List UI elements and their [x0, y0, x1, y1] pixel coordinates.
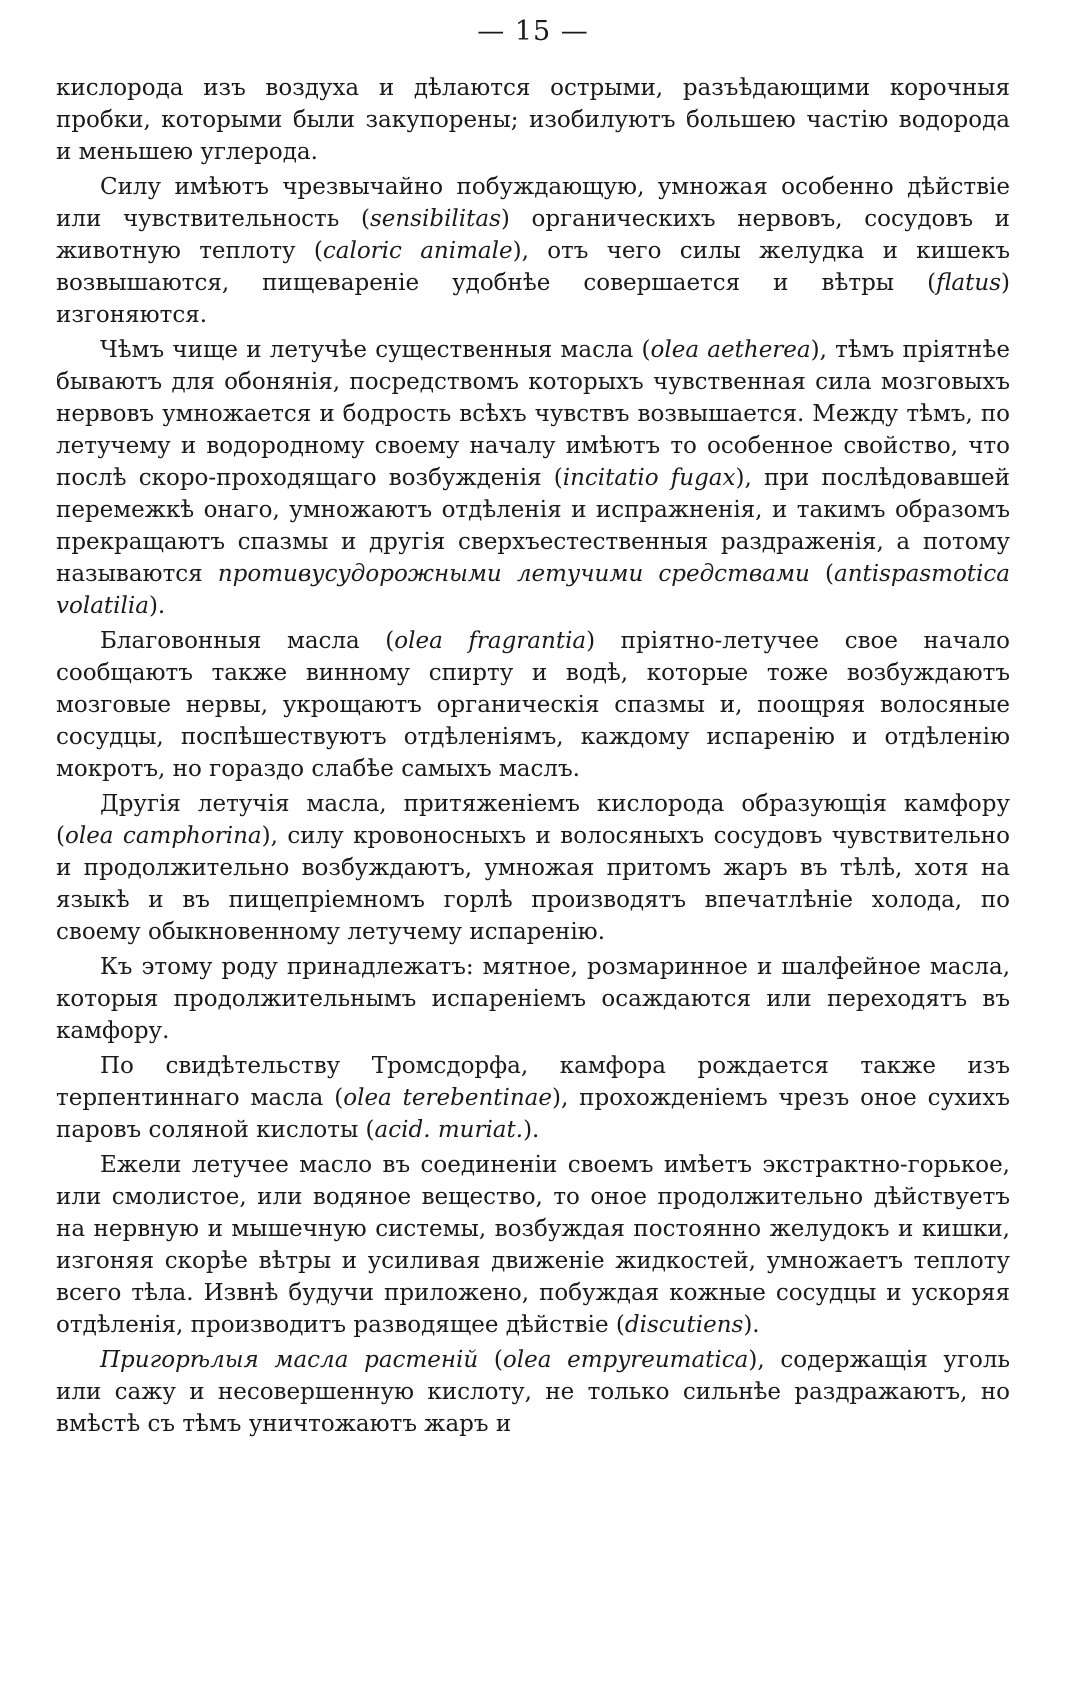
text-segment: кислорода изъ воздуха и дѣлаются острыми, разъѣдающими корочныя пробки, которыми были закупорены; изобилуютъ большею частію водорода и меньшею углерода.: [56, 75, 1010, 165]
text-segment: ), содержащія уголь или сажу и несовершенную кислоту, не только сильнѣе раздражаютъ, но вмѣстѣ съ тѣмъ уничтожаютъ жаръ и: [56, 1347, 1010, 1437]
text-segment: ), отъ чего силы желудка и кишекъ возвышаются, пищевареніе удобнѣе совершается и вѣтры (: [56, 238, 1010, 296]
text-segment: Силу имѣютъ чрезвычайно побуждающую, умножая особенно дѣйствіе или чувствительность (: [56, 174, 1010, 232]
text-segment: ), прохожденіемъ чрезъ оное сухихъ паровъ соляной кислоты (: [56, 1085, 1011, 1143]
latin-term: flatus: [936, 270, 1002, 296]
latin-term: olea terebentinae: [343, 1085, 552, 1111]
text-segment: ), тѣмъ пріятнѣе бываютъ для обонянія, посредствомъ которыхъ чувственная сила мозговыхъ нервовъ умножается и бодрость всѣхъ чувствъ возвышается. Между тѣмъ, по летучему и водородному своему началу имѣютъ то особенное свойство, что послѣ скоро-проходящаго возбужденія (: [56, 337, 1010, 491]
latin-term: caloric animale: [322, 238, 513, 264]
text-segment: ) пріятно-летучее свое начало сообщаютъ также винному спирту и водѣ, которые тоже возбуждаютъ мозговые нервы, укрощаютъ органическія спазмы и, поощряя волосяные сосудцы, поспѣшествуютъ отдѣленіямъ, каждому испаренію и отдѣленію мокротъ, но гораздо слабѣе самыхъ маслъ.: [56, 628, 1010, 782]
latin-term: discutiens: [624, 1312, 744, 1338]
latin-term: olea camphorina: [64, 823, 262, 849]
latin-term: olea aetherea: [650, 337, 811, 363]
paragraph: [56, 951, 1010, 1047]
paragraph: [56, 625, 1010, 785]
text-segment: Другія летучія масла, притяженіемъ кислорода образующія камфору (: [56, 791, 1010, 849]
latin-term: sensibilitas: [369, 206, 501, 232]
latin-term: olea empyreumatica: [502, 1347, 749, 1373]
latin-term: olea fragrantia: [394, 628, 587, 654]
text-segment: ), при послѣдовавшей перемежкѣ онаго, умножаютъ отдѣленія и испражненія, и такимъ образомъ прекращаютъ спазмы и другія сверхъестественныя раздраженія, а потому называются: [56, 465, 1010, 587]
text-segment: (: [809, 561, 834, 587]
text-segment: ) изгоняются.: [56, 270, 1010, 328]
paragraph: [56, 171, 1010, 331]
text-segment: Къ этому роду принадлежатъ: мятное, розмаринное и шалфейное масла, которыя продолжительнымъ испареніемъ осаждаются или переходятъ въ камфору.: [56, 954, 1010, 1044]
text-segment: ).: [148, 593, 166, 619]
paragraph-continuation: [56, 72, 1010, 168]
text-segment: (: [478, 1347, 503, 1373]
text-segment: Ежели летучее масло въ соединеніи своемъ имѣетъ экстрактно-горькое, или смолистое, или водяное вещество, то оное продолжительно дѣйствуетъ на нервную и мышечную системы, возбуждая постоянно желудокъ и кишки, изгоняя скорѣе вѣтры и усиливая движеніе жидкостей, умножаетъ теплоту всего тѣла. Извнѣ будучи приложено, побуждая кожные сосудцы и ускоряя отдѣленія, производитъ разводящее дѣйствіе (: [56, 1152, 1010, 1338]
text-segment: По свидѣтельству Тромсдорфа, камфора рождается также изъ терпентиннаго масла (: [56, 1053, 1010, 1111]
paragraph: [56, 1050, 1010, 1146]
text-segment: ), силу кровоносныхъ и волосяныхъ сосудовъ чувствительно и продолжительно возбуждаютъ, умножая притомъ жаръ въ тѣлѣ, хотя на языкѣ и въ пищепріемномъ горлѣ производятъ впечатлѣніе холода, по своему обыкновенному летучему испаренію.: [56, 823, 1010, 945]
text-segment: ).: [523, 1117, 540, 1143]
latin-term: antispasmotica volatilia: [56, 561, 1010, 619]
paragraph: [56, 1149, 1010, 1341]
paragraph: [56, 334, 1010, 622]
latin-term: acid. muriat.: [374, 1117, 524, 1143]
text-segment: ) органическихъ нервовъ, сосудовъ и животную теплоту (: [56, 206, 1010, 264]
text-segment: Чѣмъ чище и летучѣе существенныя масла (: [100, 337, 651, 363]
page-number: — 15 —: [477, 16, 589, 47]
emphasized-term: Пригорѣлыя масла растеній: [100, 1347, 479, 1373]
text-segment: ).: [743, 1312, 760, 1338]
emphasized-term: противусудорожными летучими средствами: [217, 561, 810, 587]
text-segment: Благовонныя масла (: [100, 628, 395, 654]
paragraph: [56, 1344, 1010, 1440]
latin-term: incitatio fugax: [562, 465, 736, 491]
paragraph: [56, 788, 1010, 948]
body-text: [56, 72, 1010, 1440]
